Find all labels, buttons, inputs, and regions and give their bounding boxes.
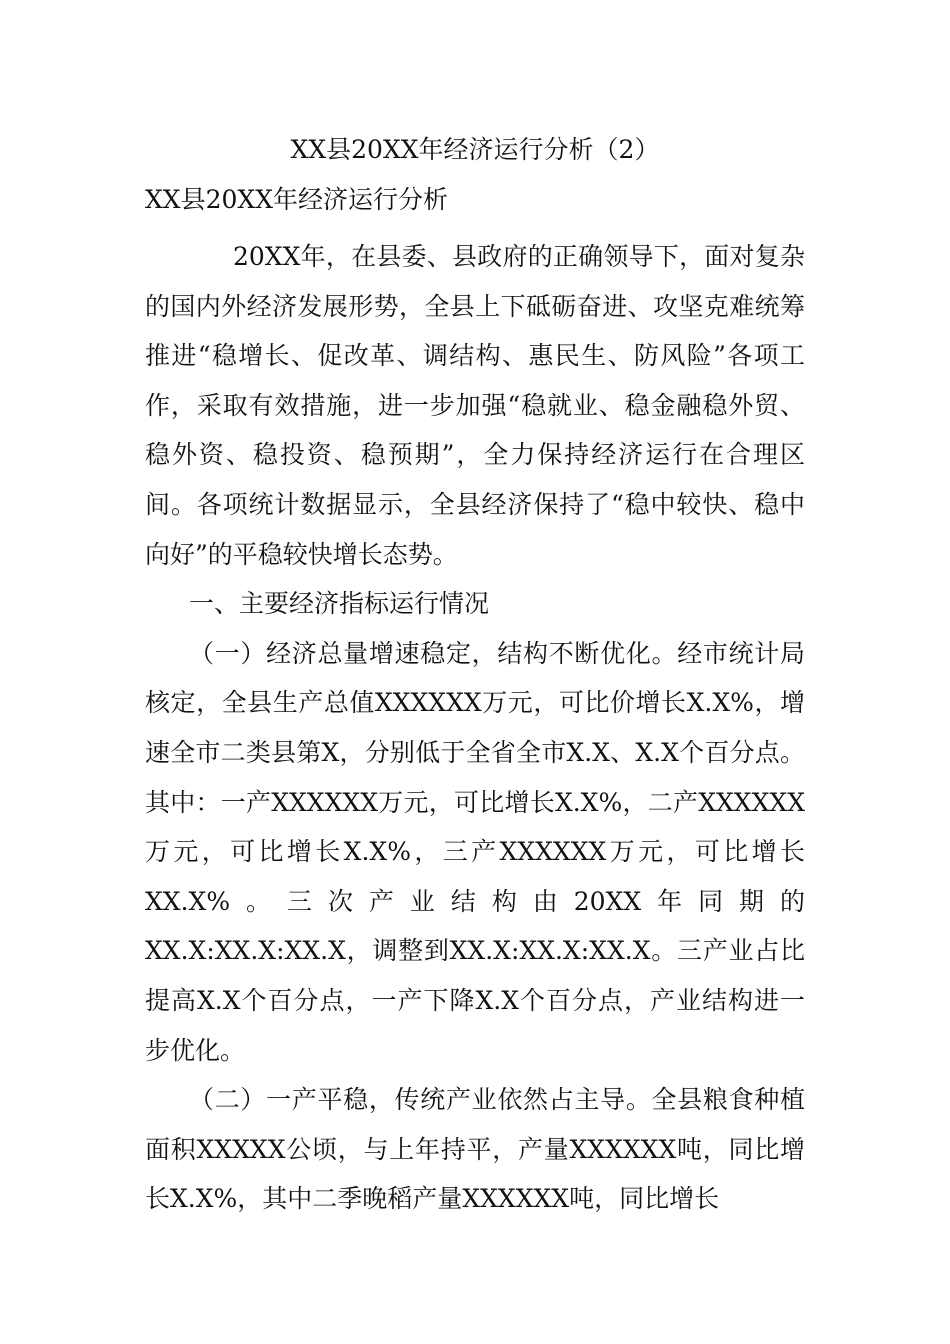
document-title: XX县20XX年经济运行分析（2） — [290, 135, 660, 164]
document-body — [145, 232, 805, 1224]
paragraph-economic-total: （一）经济总量增速稳定，结构不断优化。经市统计局核定，全县生产总值XXXXXX万元，可比价增长X.X%，增速全市二类县第X，分别低于全省全市X.X、X.X个百分点。其中：一产XXXXXX万元，可比增长X.X%，二产XXXXXX万元，可比增长X.X%，三产XXXXXX万元，可比增长XX.X%。三次产业结构由20XX年同期的XX.X:XX.X:XX.X，调整到XX.X:XX.X:XX.X。三产业占比提高X.X个百分点，一产下降X.X个百分点，产业结构进一步优化。 — [145, 638, 805, 1065]
document-subtitle: XX县20XX年经济运行分析 — [145, 185, 449, 214]
paragraph-primary-industry: （二）一产平稳，传统产业依然占主导。全县粮食种植面积XXXXX公顷，与上年持平，产量XXXXXX吨，同比增长X.X%，其中二季晚稻产量XXXXXX吨，同比增长 — [145, 1085, 805, 1214]
paragraph-intro: 20XX年，在县委、县政府的正确领导下，面对复杂的国内外经济发展形势，全县上下砥砺奋进、攻坚克难统筹推进“稳增长、促改革、调结构、惠民生、防风险”各项工作，采取有效措施，进一步加强“稳就业、稳金融稳外贸、稳外资、稳投资、稳预期”，全力保持经济运行在合理区间。各项统计数据显示，全县经济保持了“稳中较快、稳中向好”的平稳较快增长态势。 — [145, 242, 805, 569]
section-heading-1: 一、主要经济指标运行情况 — [189, 589, 490, 619]
